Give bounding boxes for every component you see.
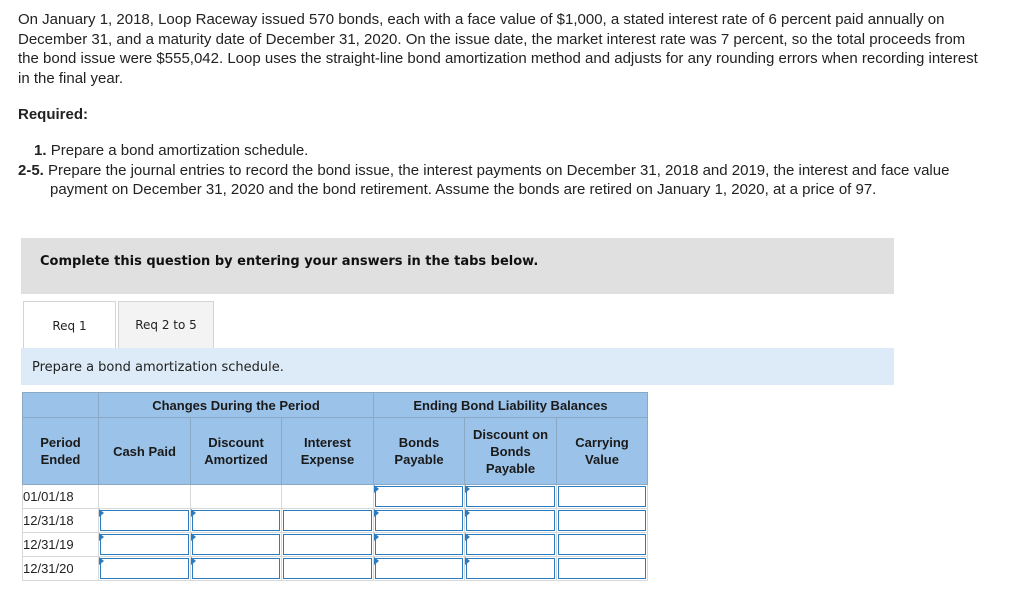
col-header-period-ended: Period Ended xyxy=(23,418,99,485)
carrying-value-cell xyxy=(557,485,648,509)
answer-flag-icon xyxy=(465,509,470,517)
interest-expense-input[interactable] xyxy=(283,534,372,555)
required-item-text: Prepare a bond amortization schedule. xyxy=(50,142,309,159)
bonds-payable-input[interactable] xyxy=(375,486,463,507)
discount-input[interactable] xyxy=(466,558,555,579)
period-cell: 01/01/18 xyxy=(23,485,99,509)
col-header-cash-paid: Cash Paid xyxy=(99,418,191,485)
discount-amortized-input[interactable] xyxy=(192,558,280,579)
required-item-number: 1. xyxy=(34,142,47,159)
bonds-payable-input[interactable] xyxy=(375,534,463,555)
interest-expense-cell xyxy=(282,509,374,533)
carrying-value-cell xyxy=(557,509,648,533)
cash-paid-input[interactable] xyxy=(100,558,189,579)
instruction-text: Prepare a bond amortization schedule. xyxy=(32,360,284,375)
bonds-payable-cell xyxy=(374,485,465,509)
instructions-banner xyxy=(21,238,894,294)
answer-flag-icon xyxy=(99,533,104,541)
cash-paid-cell xyxy=(99,557,191,581)
col-header-bonds-payable: Bonds Payable xyxy=(374,418,465,485)
interest-expense-cell xyxy=(282,533,374,557)
col-header-discount-amortized: Discount Amortized xyxy=(191,418,282,485)
discount-amortized-cell xyxy=(191,533,282,557)
required-item-2 xyxy=(18,161,1003,200)
required-item-number: 2-5. xyxy=(18,161,44,179)
banner-text: Complete this question by entering your answers in the tabs below. xyxy=(40,254,539,269)
interest-expense-input[interactable] xyxy=(283,558,372,579)
discount-amortized-input[interactable] xyxy=(192,510,280,531)
answer-flag-icon xyxy=(374,485,379,493)
cash-paid-input[interactable] xyxy=(100,510,189,531)
answer-flag-icon xyxy=(99,557,104,565)
answer-flag-icon xyxy=(191,557,196,565)
bonds-payable-cell xyxy=(374,557,465,581)
cash-paid-cell xyxy=(99,509,191,533)
amortization-schedule-table xyxy=(22,392,648,581)
discount-input[interactable] xyxy=(466,486,555,507)
answer-flag-icon xyxy=(191,509,196,517)
empty-cell xyxy=(282,485,374,509)
col-header-interest-expense: Interest Expense xyxy=(282,418,374,485)
discount-input[interactable] xyxy=(466,534,555,555)
answer-flag-icon xyxy=(191,533,196,541)
bonds-payable-input[interactable] xyxy=(375,510,463,531)
discount-amortized-cell xyxy=(191,557,282,581)
discount-cell xyxy=(465,509,557,533)
column-header-row xyxy=(23,418,648,485)
col-header-carrying-value: Carrying Value xyxy=(557,418,648,485)
discount-cell xyxy=(465,485,557,509)
bonds-payable-cell xyxy=(374,533,465,557)
discount-amortized-input[interactable] xyxy=(192,534,280,555)
cash-paid-input[interactable] xyxy=(100,534,189,555)
tab-req-1[interactable]: Req 1 xyxy=(23,301,116,349)
carrying-value-input[interactable] xyxy=(558,558,646,579)
cash-paid-cell xyxy=(99,533,191,557)
problem-text: On January 1, 2018, Loop Raceway issued 570 bonds, each with a face value of $1,000, a stated interest rate of 6 percent paid annually on December 31, and a maturity date of December 31, 2020. On the issue date, the market interest rate was 7 percent, so the total proceeds from the bond issue were $555,042. Loop uses the straight-line bond amortization method and adjusts for any rounding errors when recording interest in the final year. xyxy=(18,11,978,87)
empty-cell xyxy=(99,485,191,509)
table-row xyxy=(23,557,648,581)
answer-flag-icon xyxy=(465,557,470,565)
period-cell: 12/31/20 xyxy=(23,557,99,581)
carrying-value-input[interactable] xyxy=(558,534,646,555)
table-row xyxy=(23,533,648,557)
answer-flag-icon xyxy=(465,533,470,541)
bonds-payable-input[interactable] xyxy=(375,558,463,579)
group-header-row xyxy=(23,393,648,418)
tab-req-2-to-5[interactable]: Req 2 to 5 xyxy=(118,301,214,349)
carrying-value-cell xyxy=(557,557,648,581)
answer-flag-icon xyxy=(374,533,379,541)
answer-flag-icon xyxy=(374,557,379,565)
table-row xyxy=(23,485,648,509)
bonds-payable-cell xyxy=(374,509,465,533)
period-cell: 12/31/19 xyxy=(23,533,99,557)
discount-amortized-cell xyxy=(191,509,282,533)
answer-flag-icon xyxy=(374,509,379,517)
col-header-discount-on-bonds-payable: Discount on Bonds Payable xyxy=(465,418,557,485)
required-item-1 xyxy=(18,141,1003,161)
interest-expense-input[interactable] xyxy=(283,510,372,531)
required-list xyxy=(18,141,1003,200)
group-header-ending: Ending Bond Liability Balances xyxy=(374,393,648,418)
carrying-value-input[interactable] xyxy=(558,486,646,507)
carrying-value-input[interactable] xyxy=(558,510,646,531)
group-header-changes: Changes During the Period xyxy=(99,393,374,418)
instruction-bar xyxy=(21,348,894,385)
table-row xyxy=(23,509,648,533)
discount-cell xyxy=(465,533,557,557)
answer-flag-icon xyxy=(465,485,470,493)
interest-expense-cell xyxy=(282,557,374,581)
required-heading: Required: xyxy=(18,106,89,123)
discount-cell xyxy=(465,557,557,581)
required-item-text: Prepare the journal entries to record the bond issue, the interest payments on December 31, 2018 and 2019, the interest and face value payment on December 31, 2020 and the bond retirement. Assume the bonds are retired on January 1, 2020, at a price of 97. xyxy=(48,161,950,198)
period-cell: 12/31/18 xyxy=(23,509,99,533)
discount-input[interactable] xyxy=(466,510,555,531)
carrying-value-cell xyxy=(557,533,648,557)
answer-flag-icon xyxy=(99,509,104,517)
blank-header-cell xyxy=(23,393,99,418)
empty-cell xyxy=(191,485,282,509)
